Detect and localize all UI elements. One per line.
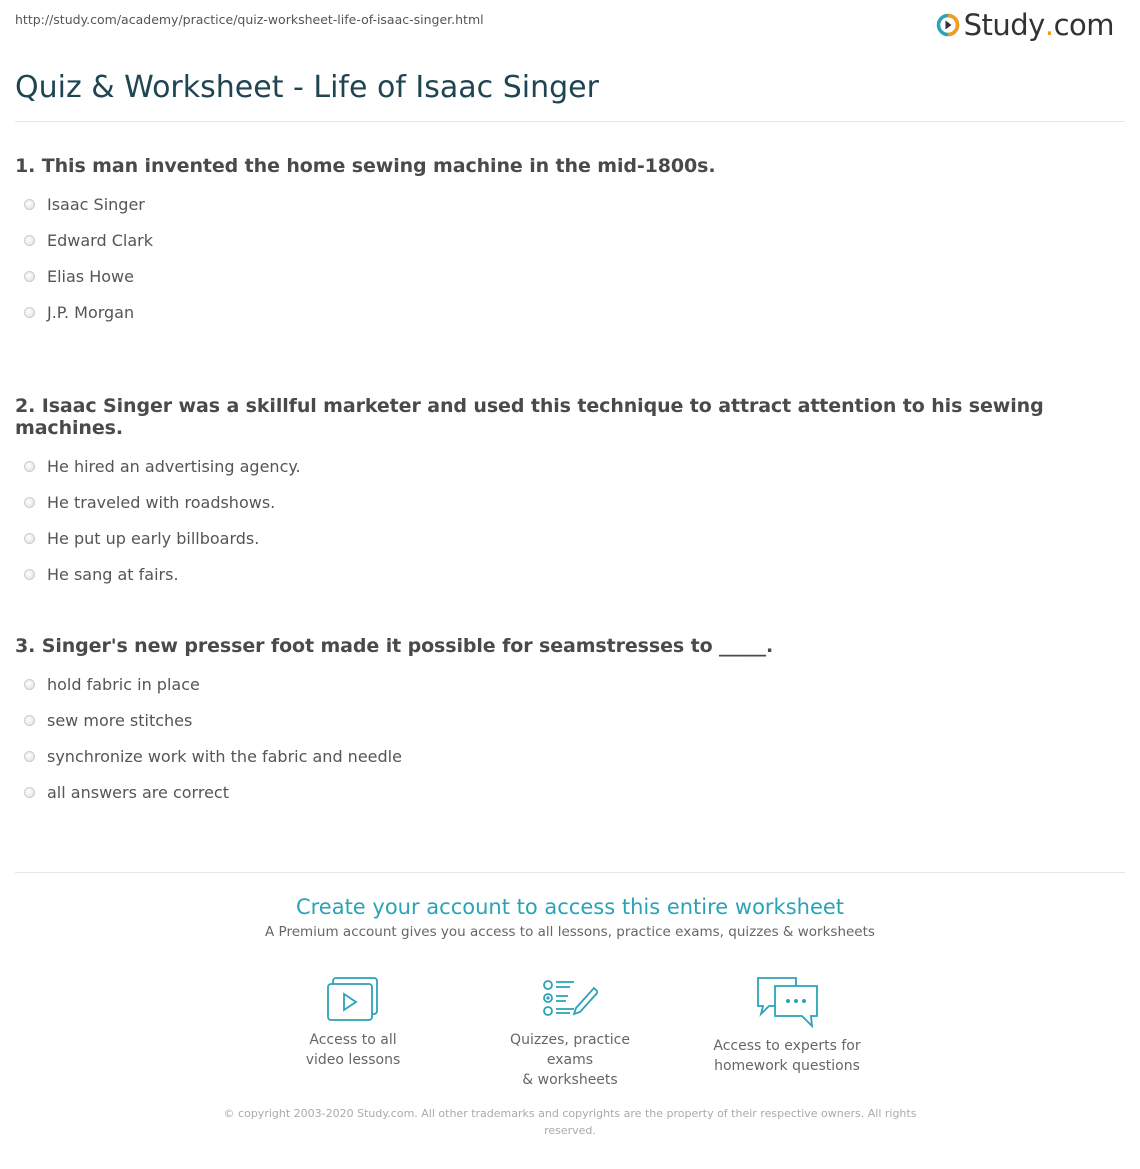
- feature-text: Access to experts for: [713, 1038, 861, 1054]
- copyright: © copyright 2003-2020 Study.com. All other trademarks and copyrights are the property of their respective owners. All rights reserved.: [223, 1107, 917, 1137]
- answer-label: He sang at fairs.: [47, 564, 179, 584]
- feature-text: Quizzes, practice exams: [510, 1032, 630, 1068]
- features: [0, 976, 1140, 1090]
- cta-title-link[interactable]: Create your account to access this entire worksheet: [295, 895, 845, 919]
- question: [15, 395, 1125, 600]
- quiz-icon: [542, 976, 598, 1022]
- page-url: http://study.com/academy/practice/quiz-worksheet-life-of-isaac-singer.html: [15, 12, 484, 27]
- video-lessons-icon: [327, 976, 379, 1022]
- radio-button[interactable]: [24, 569, 35, 580]
- chat-icon: [755, 976, 819, 1028]
- divider: [15, 872, 1125, 873]
- answer-option[interactable]: [15, 774, 1125, 818]
- radio-button[interactable]: [24, 307, 35, 318]
- answer-label: Edward Clark: [47, 230, 153, 250]
- radio-button[interactable]: [24, 461, 35, 472]
- logo-text: Study: [963, 8, 1045, 42]
- cta-section: [0, 895, 1140, 940]
- logo-dot: .: [1044, 8, 1054, 42]
- answer-label: hold fabric in place: [47, 674, 200, 694]
- question: [15, 635, 1125, 818]
- study-logo[interactable]: [936, 8, 1114, 42]
- radio-button[interactable]: [24, 679, 35, 690]
- answer-label: J.P. Morgan: [47, 302, 135, 322]
- answer-label: He hired an advertising agency.: [47, 456, 301, 476]
- play-logo-icon: [936, 13, 960, 37]
- radio-button[interactable]: [24, 235, 35, 246]
- radio-button[interactable]: [24, 199, 35, 210]
- feature-quizzes: [492, 976, 649, 1090]
- radio-button[interactable]: [24, 533, 35, 544]
- feature-text: Access to all: [309, 1032, 397, 1048]
- radio-button[interactable]: [24, 715, 35, 726]
- answer-option[interactable]: [15, 556, 1125, 600]
- feature-video: [275, 976, 432, 1090]
- answer-label: Isaac Singer: [47, 194, 145, 214]
- cta-subtitle: A Premium account gives you access to all lessons, practice exams, quizzes & worksheets: [265, 924, 875, 940]
- divider: [15, 121, 1125, 122]
- feature-text: & worksheets: [522, 1072, 618, 1088]
- logo-suffix: com: [1053, 8, 1114, 42]
- answer-label: sew more stitches: [47, 710, 193, 730]
- feature-text: homework questions: [714, 1058, 860, 1074]
- question-text: 2. Isaac Singer was a skillful marketer and used this technique to attract attention to his sewing machines.: [15, 395, 1044, 439]
- question: [15, 155, 1125, 338]
- feature-text: video lessons: [305, 1052, 401, 1068]
- radio-button[interactable]: [24, 751, 35, 762]
- answer-label: all answers are correct: [47, 782, 229, 802]
- answer-label: synchronize work with the fabric and needle: [47, 746, 402, 766]
- answer-label: He traveled with roadshows.: [47, 492, 276, 512]
- feature-experts: [709, 976, 866, 1090]
- radio-button[interactable]: [24, 787, 35, 798]
- page-title: Quiz & Worksheet - Life of Isaac Singer: [15, 70, 599, 105]
- radio-button[interactable]: [24, 271, 35, 282]
- question-text: 1. This man invented the home sewing machine in the mid-1800s.: [15, 155, 716, 177]
- question-text: 3. Singer's new presser foot made it possible for seamstresses to _____.: [15, 635, 774, 657]
- answer-option[interactable]: [15, 294, 1125, 338]
- radio-button[interactable]: [24, 497, 35, 508]
- answer-label: Elias Howe: [47, 266, 134, 286]
- answer-label: He put up early billboards.: [47, 528, 260, 548]
